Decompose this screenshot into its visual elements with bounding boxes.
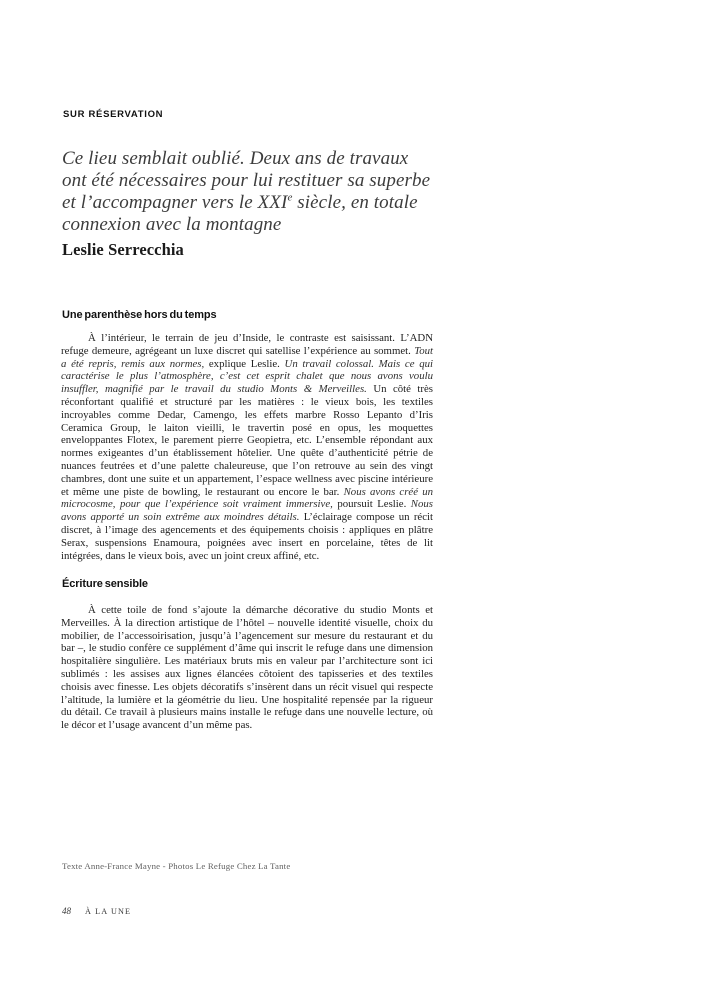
page-number: 48 bbox=[62, 906, 71, 916]
text-segment: À l’intérieur, le terrain de jeu d’Inside, le contraste est saisissant. L’ADN refuge demeure, agrégeant un luxe discret qui satellise l’expérience au sommet. bbox=[61, 332, 433, 357]
text-segment-italic: Tout a été repris, remis aux normes, bbox=[61, 344, 433, 370]
text-segment-italic: Nous avons créé un microcosme, pour que l’expérience soit vraiment immersive, bbox=[61, 485, 433, 511]
quote-line-text: siècle, en totale bbox=[292, 192, 418, 213]
quote-line: ont été nécessaires pour lui restituer sa superbe bbox=[62, 170, 431, 191]
credit-line: Texte Anne-France Mayne - Photos Le Refuge Chez La Tante bbox=[62, 861, 291, 871]
quote-line bbox=[62, 192, 430, 214]
page-footer bbox=[62, 906, 131, 916]
section-heading-2: Écriture sensible bbox=[62, 578, 148, 590]
text-segment: À cette toile de fond s’ajoute la démarche décorative du studio Monts et Merveilles. À la direction artistique de l’hôtel – nouvelle identité visuelle, choix du mobilier, de l’accessoirisation, jusqu’à l’agencement sur mesure du restaurant et du bar –, le studio confère ce supplément d’âme qui inscrit le refuge dans une dimension hospitalière singulière. Les matériaux bruts mis en valeur par l’architecture sont ici sublimés : les assises aux lignes élancées côtoient des tapisseries et des textiles choisis avec finesse. Les objets décoratifs s’insèrent dans un récit visuel qui respecte l’altitude, la lumière et la géométrie du lieu. Une hospitalité repensée par la rigueur du détail. Ce travail à plusieurs mains installe le refuge dans une nouvelle lecture, où le décor et l’usage avancent d’un même pas. bbox=[61, 604, 433, 732]
text-segment-italic: Nous avons apporté un soin extrême aux moindres détails. bbox=[61, 498, 433, 524]
superscript-ordinal: e bbox=[287, 191, 293, 204]
quote-line-text: et l’accompagner vers le XXI bbox=[62, 192, 288, 213]
paragraph-1 bbox=[61, 332, 433, 562]
section-heading-1: Une parenthèse hors du temps bbox=[62, 309, 217, 321]
text-segment-italic: Un travail colossal. Mais ce qui caractérise le plus l’atmosphère, c’est cet esprit chalet que nous avons voulu insuffler, magnifié par le travail du studio Monts & Merveilles. bbox=[61, 357, 434, 396]
text-segment: explique Leslie. bbox=[208, 357, 285, 370]
kicker-label: SUR RÉSERVATION bbox=[63, 109, 164, 120]
text-segment: poursuit Leslie. bbox=[337, 498, 411, 511]
paragraph-2 bbox=[61, 604, 433, 732]
author-name: Leslie Serrecchia bbox=[62, 240, 184, 259]
text-segment: Un côté très réconfortant qualifié et structuré par les matières : le vieux bois, les textiles incroyables comme Dedar, Camengo, les effets marbre Rosso Lepanto d’Iris Ceramica Group, le laiton vieilli, le travertin posé en opus, les moquettes enveloppantes Flotex, le parement pierre Geopietra, etc. L’ensemble répondant aux normes exigeantes d’un établissement hôtelier. Une quête d’authenticité pétrie de nuances feutrées et d’une palette chaleureuse, que l’on retrouve au sein des vingt chambres, dont une suite et un appartement, l’espace wellness avec piscine intérieure et même une piste de bowling, le restaurant ou encore le bar. bbox=[61, 383, 433, 498]
quote-line: Ce lieu semblait oublié. Deux ans de travaux bbox=[62, 148, 409, 169]
pull-quote bbox=[62, 148, 430, 236]
quote-line: connexion avec la montagne bbox=[62, 214, 282, 235]
text-segment: L’éclairage compose un récit discret, à l’image des agencements et des équipements choisis : appliques en plâtre Serax, suspensions Enamoura, poignées avec insert en porcelaine, têtes de lit intégrées, dans le vieux bois, avec un joint creux affiné, etc. bbox=[61, 511, 433, 562]
folio-section-label: À LA UNE bbox=[85, 907, 132, 916]
